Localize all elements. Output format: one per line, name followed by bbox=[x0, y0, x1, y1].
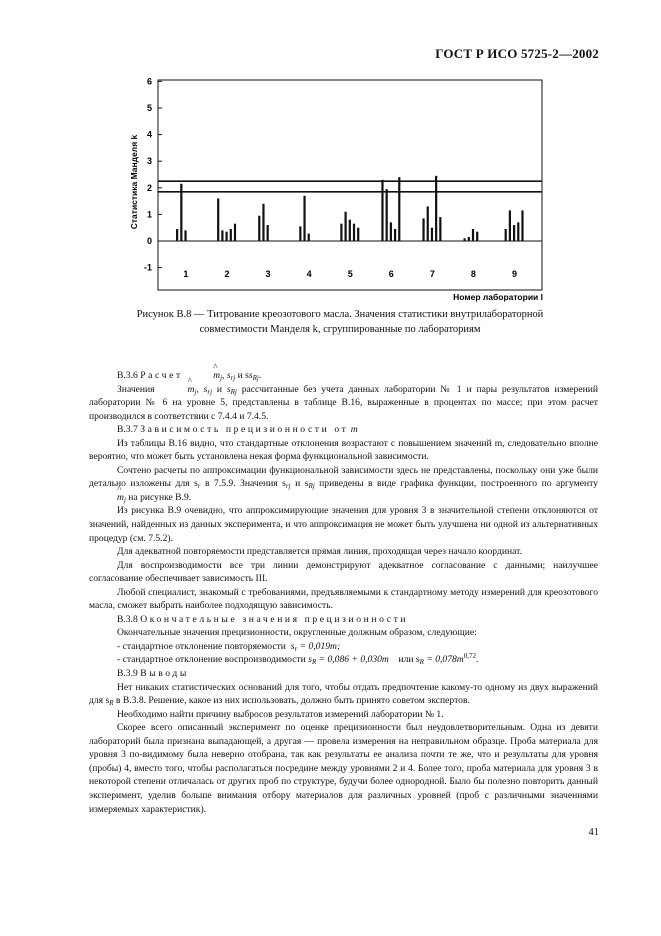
bar bbox=[431, 228, 433, 241]
bar bbox=[349, 220, 351, 241]
section-b-3-7: В.3.7 Зависимость прецизионности от m bbox=[117, 424, 358, 436]
figure-caption bbox=[80, 307, 600, 337]
lab-number-label: 9 bbox=[511, 269, 517, 279]
bar bbox=[513, 225, 515, 241]
bar bbox=[394, 229, 396, 241]
paragraph: Нет никаких статистических оснований для того, чтобы отдать предпочтение какому-то одному из двух выражений для $s_R$ в В.3.8. Решение, какое из них использовать, должно быть принято советом экспертов. bbox=[89, 681, 598, 708]
paragraph: Необходимо найти причину выбросов результатов измерений лаборатории № 1. bbox=[117, 708, 444, 720]
paragraph: Сочтено расчеты по аппроксимации функциональной зависимости здесь не представлены, поскольку они уже были детально изложены для $s_r$ в 7.5.9. Значения $s_{rj}$ и $s_{Rj}$ приведены в виде графика функции, построенного по аргументу ^ $m_j$ на рисунке В.9. bbox=[89, 464, 598, 505]
bar bbox=[340, 224, 342, 241]
bar bbox=[427, 206, 429, 241]
y-tick-label: 1 bbox=[146, 209, 152, 220]
paragraph: Для воспроизводимости все три линии демонстрируют адекватное согласование с данными; наилучшее согласование обеспечивает зависимость III. bbox=[89, 559, 598, 585]
paragraph: Любой специалист, знакомый с требованиями, предъявляемыми к стандартному методу измерений для креозотового масла, сможет выбрать наиболее подходящую зависимость. bbox=[89, 586, 598, 612]
bar bbox=[221, 230, 223, 241]
bar bbox=[230, 229, 232, 241]
bar bbox=[225, 232, 227, 241]
y-tick-label: 4 bbox=[146, 129, 152, 140]
bar bbox=[353, 224, 355, 241]
paragraph: Значения ^ $m_j$, $s_{rj}$ и $s_{Rj}$ рассчитанные без учета данных лаборатории № 1 и пары результатов измерений лаборатории № 6 на уровне 5, представлены в таблице В.16, выраженные в процентах по массе; при этом расчет производился в соответствии с 7.4.4 и 7.4.5. bbox=[89, 383, 598, 424]
bar bbox=[308, 234, 310, 241]
y-tick-label: 5 bbox=[146, 103, 152, 113]
section-heading: Окончательные значения прецизионности bbox=[140, 613, 409, 625]
y-tick-label: 6 bbox=[146, 76, 152, 87]
lab-number-label: 8 bbox=[470, 269, 476, 279]
plot-frame bbox=[158, 80, 542, 290]
bar bbox=[390, 222, 392, 241]
bar bbox=[184, 230, 186, 241]
section-heading: Выводы bbox=[140, 668, 189, 680]
bar bbox=[422, 218, 424, 241]
body-text bbox=[89, 369, 598, 816]
bar bbox=[217, 198, 219, 241]
section-heading: Расчет bbox=[140, 370, 183, 381]
y-axis-label: Статистика Манделя k bbox=[129, 134, 139, 230]
section-heading: Зависимость прецизионности от bbox=[140, 424, 349, 436]
bar bbox=[468, 237, 470, 241]
section-b-3-9: В.3.9 Выводы bbox=[117, 668, 189, 680]
bar bbox=[180, 184, 182, 241]
y-tick-label: 0 bbox=[146, 236, 152, 246]
bar bbox=[439, 217, 441, 241]
bar bbox=[381, 180, 383, 241]
bar bbox=[435, 176, 437, 241]
bar bbox=[176, 229, 178, 241]
bar bbox=[476, 232, 478, 241]
bar bbox=[472, 229, 474, 241]
bar bbox=[303, 196, 305, 241]
bar bbox=[234, 224, 236, 241]
lab-number-label: 5 bbox=[347, 269, 353, 279]
paragraph: Окончательные значения прецизионности, округленные должным образом, следующие: bbox=[117, 627, 477, 639]
lab-number-label: 2 bbox=[224, 269, 230, 279]
mandel-k-chart bbox=[0, 0, 661, 306]
x-axis-label: Номер лаборатории l bbox=[453, 292, 543, 302]
bar bbox=[398, 177, 400, 241]
lab-number-label: 3 bbox=[265, 269, 271, 279]
bar bbox=[345, 212, 347, 241]
section-b-3-6: В.3.6 Расчет ^ $m_j$, $s_{rj}$ и $ss_{Rj}$. bbox=[89, 369, 598, 383]
paragraph: Скорее всего описанный эксперимент по оценке прецизионности был неудовлетворительным. Одна из девяти лабораторий была признана выпадающей, а другая — провела измерения на неправильном образце. Проба материала для уровня 3 по-видимому была неверно отобрана, так как результаты ее анализа почти те же, что и результаты для уровня (пробы) 4, вместо того, чтобы располагаться посредине между уровнями 2 и 4. Более того, проба материала для уровня 3 в некоторой степени отличалась от других проб по структуре, будучи более однородной. Было бы полезно повторить данный эксперимент, уделив больше внимания отбору материалов для различных уровней (проб с различными значениями измеряемых характеристик). bbox=[89, 722, 598, 815]
bar bbox=[267, 225, 269, 241]
caption-line-2: совместимости Манделя k, сгруппированные по лабораториям bbox=[199, 324, 481, 335]
page-number: 41 bbox=[588, 827, 599, 838]
bar bbox=[357, 228, 359, 241]
paragraph: Из рисунка В.9 очевидно, что аппроксимирующие значения для уровня 3 в значительной степени отклоняются от значений, найденных из данных эксперимента, и что аппроксимация не может быть улучшена ни одной из альтернативных процедур (см. 7.5.2). bbox=[89, 505, 598, 544]
bar bbox=[509, 210, 511, 241]
bar bbox=[299, 226, 301, 241]
paragraph: Из таблицы В.16 видно, что стандартные отклонения возрастают с повышением значений m, следовательно вполне вероятно, что может быть установлена некая форма функциональной зависимости. bbox=[89, 437, 598, 463]
bar bbox=[258, 216, 260, 241]
paragraph: Для адекватной повторяемости представляется прямая линия, проходящая через начало координат. bbox=[117, 546, 523, 558]
y-tick-label: -1 bbox=[143, 262, 152, 273]
section-b-3-8: В.3.8 Окончательные значения прецизионности bbox=[117, 613, 409, 625]
lab-number-label: 6 bbox=[388, 269, 394, 279]
bar bbox=[505, 229, 507, 241]
document-header: ГОСТ Р ИСО 5725-2—2002 bbox=[435, 46, 599, 61]
y-tick-label: 3 bbox=[146, 156, 152, 167]
bar bbox=[262, 204, 264, 241]
y-tick-label: 2 bbox=[146, 182, 152, 193]
formula-repeatability: - стандартное отклонение повторяемости $s_r = 0,019m$; bbox=[117, 640, 341, 653]
formula-reproducibility: - стандартное отклонение воспроизводимости $s_R = 0,086 + 0,030m$ или $s_R = 0,078m^{0,72}$. bbox=[117, 652, 479, 667]
caption-line-1: Рисунок В.8 — Титрование креозотового масла. Значения статистики внутрилабораторной bbox=[136, 309, 544, 320]
bar bbox=[386, 189, 388, 241]
lab-number-label: 4 bbox=[306, 269, 312, 279]
lab-number-label: 7 bbox=[429, 269, 435, 279]
bar bbox=[517, 222, 519, 241]
lab-number-label: 1 bbox=[183, 269, 189, 279]
bar bbox=[521, 210, 523, 241]
bar bbox=[464, 238, 466, 241]
